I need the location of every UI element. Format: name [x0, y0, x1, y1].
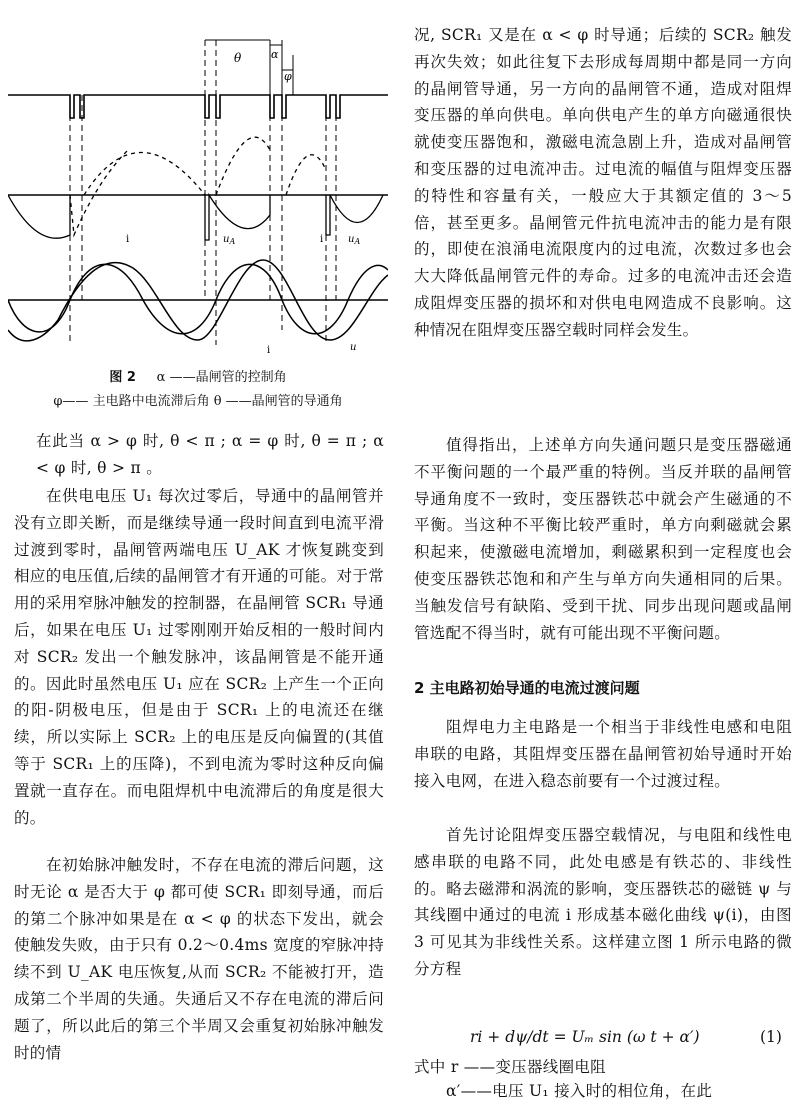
section-heading: 2 主电路初始导通的电流过渡问题 — [414, 679, 640, 697]
pulse-train — [8, 95, 388, 118]
dimension-markers — [205, 40, 293, 95]
waveform-figure — [8, 0, 388, 360]
right-paragraph-1: 况, SCR₁ 又是在 α < φ 时导通；后续的 SCR₂ 触发再次失效；如此往复下去形成每周期中都是同一方向的晶闸管导通，另一方向的晶闸管不通，造成对阻焊变压器的单向供电。单向供电产生的单方向磁通很快就使变压器饱和，激磁电流急剧上升，造成对晶闸管和变压器的过电流冲击。过电流的幅值与阻焊变压器的特性和容量有关，一般应大于其额定值的 3～5 倍，甚至更多。晶闸管元件抗电流冲击的能力是有限的，即使在浪涌电流限度内的过电流，次数过多也会大大降低晶闸管元件的寿命。过多的电流冲击还会造成阻焊变压器的损坏和对供电电网造成不良影响。这种情况在阻焊变压器空载时同样会发生。 — [414, 26, 792, 339]
figure-caption — [8, 367, 388, 389]
alpha-label: α — [271, 48, 279, 61]
left-paragraph-3: 在初始脉冲触发时，不存在电流的滞后问题，这时无论 α 是否大于 φ 都可使 SCR₁ 即刻导通，而后的第二个脉冲如果是在 α < φ 的状态下发出，就会使触发失败，由于只有 0.2～0.4ms 宽度的窄脉冲持续不到 U_AK 电压恢复,从而 SCR₂ 不能被打开，造成第二个半周的失通。失通后又不存在电流的滞后问题了，所以此后的第三个半周又会重复初始脉冲触发时的情 — [14, 856, 384, 1062]
left-paragraph-2: 在供电电压 U₁ 每次过零后，导通中的晶闸管并没有立即关断，而是继续导通一段时间直到电流平滑过渡到零时，晶闸管两端电压 U_AK 才恢复跳变到相应的电压值,后续的晶闸管才有开通的可能。对于常用的采用窄脉冲触发的控制器，在晶闸管 SCR₁ 导通后，如果在电压 U₁ 过零刚刚开始反相的一般时间内对 SCR₂ 发出一个触发脉冲，该晶闸管是不能开通的。因此时虽然电压 U₁ 应在 SCR₂ 上产生一个正向的阳-阴极电压，但是由于 SCR₁ 上的电流还在继续，所以实际上 SCR₂ 上的电压是反向偏置的(其值等于 SCR₁ 上的压降)，不到电流为零时这种反向偏置就一直存在。而电阻焊机中电流滞后的角度是很大的。 — [14, 487, 384, 827]
i-label: i — [267, 345, 271, 356]
ua1-label: $u_A$ — [223, 234, 236, 246]
u-label: u — [350, 342, 357, 353]
ia2-label: i — [320, 234, 324, 245]
equation-number: (1) — [760, 1028, 782, 1046]
left-paragraph-1: 在此当 α > φ 时, θ < π ; α = φ 时, θ = π ; α < φ 时, θ > π 。 — [36, 432, 384, 477]
theta-label: θ — [234, 51, 242, 65]
voltage-waveform — [8, 137, 383, 240]
phi-label: φ — [284, 70, 292, 83]
section-paragraph-2: 首先讨论阻焊变压器空载情况，与电阻和线性电感串联的电路不同，此处电感是有铁芯的、非线性的。略去磁滞和涡流的影响，变压器铁芯的磁链 ψ 与其线圈中通过的电流 i 形成基本磁化曲线 ψ(i)，由图 3 可见其为非线性关系。这样建立图 1 所示电路的微分方程 — [414, 826, 792, 978]
ia1-label: i — [126, 234, 130, 245]
caption-number: 图 2 — [109, 370, 136, 385]
definition-r: 式中 r ——变压器线圈电阻 — [414, 1058, 606, 1076]
caption-line-2: φ—— 主电路中电流滞后角 θ ——晶闸管的导通角 — [53, 394, 343, 409]
definition-alpha: α′——电压 U₁ 接入时的相位角，在此 — [446, 1082, 713, 1100]
section-paragraph-1: 阻焊电力主电路是一个相当于非线性电感和电阻串联的电路，其阻焊变压器在晶闸管初始导通时开始接入电网，在进入稳态前要有一个过渡过程。 — [414, 718, 792, 790]
ua2-label: $u_A$ — [348, 234, 361, 246]
caption-line-1: α ——晶闸管的控制角 — [156, 370, 287, 385]
equation-1: ri + dψ/dt = Uₘ sin (ω t + α′) — [470, 1028, 700, 1046]
right-paragraph-2: 值得指出，上述单方向失通问题只是变压器磁通不平衡问题的一个最严重的特例。当反并联的晶闸管导通角度不一致时，变压器铁芯中就会产生磁通的不平衡。当这种不平衡比较严重时，单方向剩磁就会累积起来，使激磁电流增加，剩磁累积到一定程度也会使变压器铁芯饱和和产生与单方向失通相同的后果。当触发信号有缺陷、受到干扰、同步出现问题或晶闸管选配不得当时，就有可能出现不平衡问题。 — [414, 436, 792, 642]
